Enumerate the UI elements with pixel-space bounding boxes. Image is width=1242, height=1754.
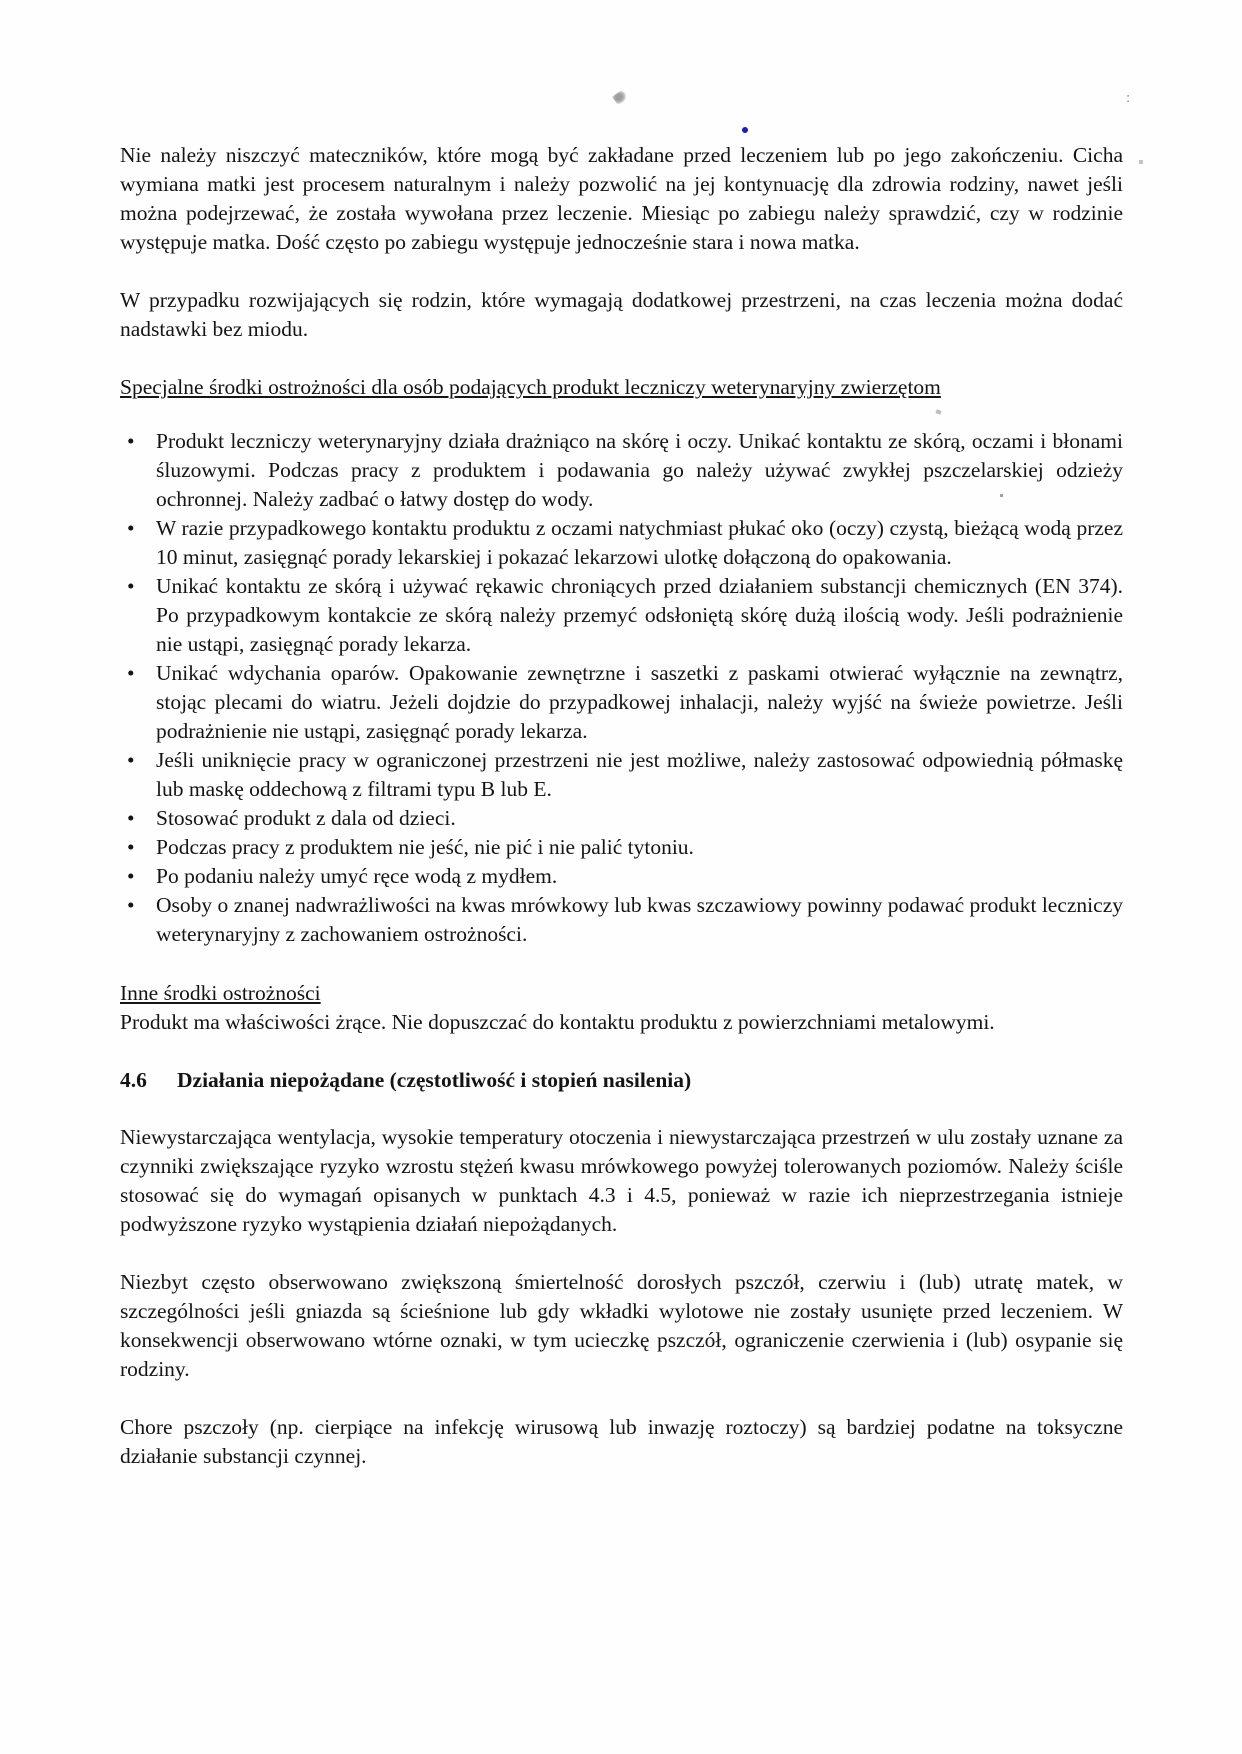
precaution-item: • Osoby o znanej nadwrażliwości na kwas mrówkowy lub kwas szczawiowy powinny podawać produkt leczniczy weterynaryjny z zachowaniem ostrożności. — [120, 891, 1123, 949]
heading-other-precautions: Inne środki ostrożności — [120, 981, 321, 1005]
precaution-item: • Produkt leczniczy weterynaryjny działa drażniąco na skórę i oczy. Unikać kontaktu ze skórą, oczami i błonami śluzowymi. Podczas pracy z produktem i podawania go należy używać zwykłej pszczelarskiej odzieży ochronnej. Należy zadbać o łatwy dostęp do wody. — [120, 427, 1123, 514]
section-number: 4.6 — [120, 1068, 147, 1092]
scan-smudge-artifact — [612, 89, 629, 105]
paragraph-developing-colonies: W przypadku rozwijających się rodzin, które wymagają dodatkowej przestrzeni, na czas leczenia można dodać nadstawki bez miodu. — [120, 288, 1123, 341]
paragraph-ventilation: Niewystarczająca wentylacja, wysokie temperatury otoczenia i niewystarczająca przestrzeń w ulu zostały uznane za czynniki zwiększające ryzyko wzrostu stężeń kwasu mrówkowego powyżej tolerowanych poziomów. Należy ściśle stosować się do wymagań opisanych w punktach 4.3 i 4.5, ponieważ w razie ich nieprzestrzegania istnieje podwyższone ryzyko wystąpienia działań niepożądanych. — [120, 1125, 1123, 1236]
paragraph-corrosive: Produkt ma właściwości żrące. Nie dopuszczać do kontaktu produktu z powierzchniami metalowymi. — [120, 1010, 995, 1034]
paragraph-queen-cells: Nie należy niszczyć mateczników, które mogą być zakładane przed leczeniem lub po jego zakończeniu. Cicha wymiana matki jest procesem naturalnym i należy pozwolić na jej kontynuację dla zdrowia rodziny, nawet jeśli można podejrzewać, że została wywołana przez leczenie. Miesiąc po zabiegu należy sprawdzić, czy w rodzinie występuje matka. Dość często po zabiegu występuje jednocześnie stara i nowa matka. — [120, 143, 1123, 254]
precaution-item: • Unikać kontaktu ze skórą i używać rękawic chroniących przed działaniem substancji chemicznych (EN 374). Po przypadkowym kontakcie ze skórą należy przemyć odsłoniętą skórę dużą ilością wody. Jeśli podrażnienie nie ustąpi, zasięgnąć porady lekarza. — [120, 572, 1123, 659]
precaution-item: • Jeśli uniknięcie pracy w ograniczonej przestrzeni nie jest możliwe, należy zastosować odpowiednią półmaskę lub maskę oddechową z filtrami typu B lub E. — [120, 746, 1123, 804]
precautions-list — [120, 427, 1123, 949]
scan-speck-artifact: : — [1126, 90, 1131, 106]
section-heading-4-6 — [120, 1066, 1123, 1095]
precaution-item: • W razie przypadkowego kontaktu produktu z oczami natychmiast płukać oko (oczy) czystą, bieżącą wodą przez 10 minut, zasięgnąć porady lekarskiej i pokazać lekarzowi ulotkę dołączoną do opakowania. — [120, 514, 1123, 572]
paragraph-mortality: Niezbyt często obserwowano zwiększoną śmiertelność dorosłych pszczół, czerwiu i (lub) utratę matek, w szczególności jeśli gniazda są ścieśnione lub gdy wkładki wylotowe nie zostały usunięte przed leczeniem. W konsekwencji obserwowano wtórne oznaki, w tym ucieczkę pszczół, ograniczenie czerwienia i (lub) osypanie się rodziny. — [120, 1270, 1123, 1381]
precaution-item: • Unikać wdychania oparów. Opakowanie zewnętrzne i saszetki z paskami otwierać wyłącznie na zewnątrz, stojąc plecami do wiatru. Jeżeli dojdzie do przypadkowej inhalacji, należy wyjść na świeże powietrze. Jeśli podrażnienie nie ustąpi, zasięgnąć porady lekarza. — [120, 659, 1123, 746]
precaution-item: • Podczas pracy z produktem nie jeść, nie pić i nie palić tytoniu. — [120, 833, 1123, 862]
section-title: Działania niepożądane (częstotliwość i stopień nasilenia) — [177, 1068, 692, 1092]
blue-ink-dot-artifact — [742, 127, 748, 133]
heading-user-precautions: Specjalne środki ostrożności dla osób podających produkt leczniczy weterynaryjny zwierzętom — [120, 375, 941, 399]
paragraph-sick-bees: Chore pszczoły (np. cierpiące na infekcję wirusową lub inwazję roztoczy) są bardziej podatne na toksyczne działanie substancji czynnej. — [120, 1415, 1123, 1468]
document-body — [120, 141, 1123, 1500]
precaution-item: • Po podaniu należy umyć ręce wodą z mydłem. — [120, 862, 1123, 891]
precaution-item: • Stosować produkt z dala od dzieci. — [120, 804, 1123, 833]
scan-speck-artifact — [1139, 160, 1143, 164]
